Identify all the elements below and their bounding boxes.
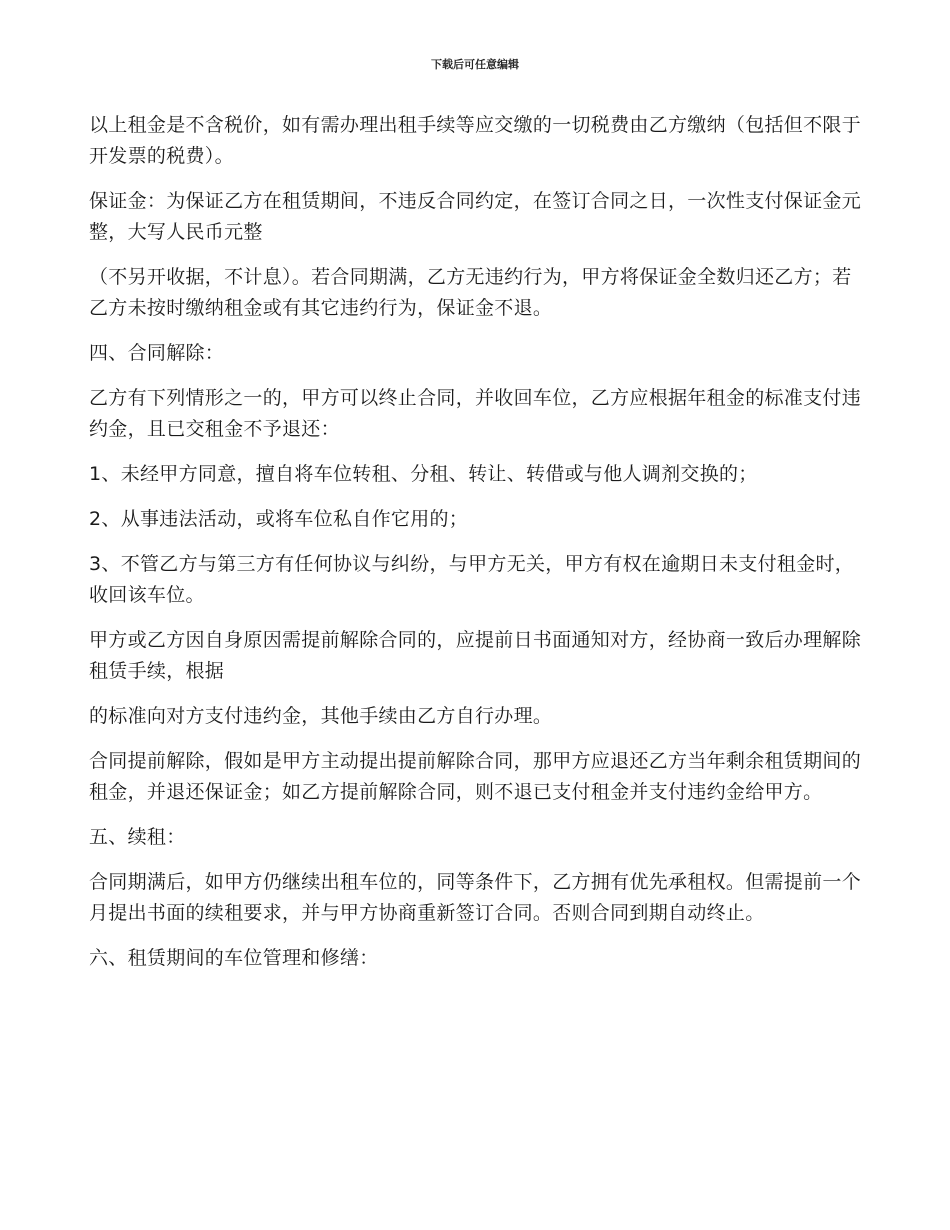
paragraph-renewal: 合同期满后，如甲方仍继续出租车位的，同等条件下，乙方拥有优先承租权。但需提前一个月提出书面的续租要求，并与甲方协商重新签订合同。否则合同到期自动终止。 <box>89 871 862 924</box>
paragraph-tax-clause: 以上租金是不含税价，如有需办理出租手续等应交缴的一切税费由乙方缴纳（包括但不限于开发票的税费）。 <box>89 114 862 167</box>
document-body <box>89 110 869 988</box>
paragraph-deposit: 保证金：为保证乙方在租赁期间，不违反合同约定，在签订合同之日，一次性支付保证金元整，大写人民币元整 <box>89 190 862 243</box>
paragraph-early-termination-cont: 的标准向对方支付违约金，其他手续由乙方自行办理。 <box>89 705 553 727</box>
paragraph-deposit-refund: （不另开收据，不计息）。若合同期满，乙方无违约行为，甲方将保证金全数归还乙方；若乙方未按时缴纳租金或有其它违约行为，保证金不退。 <box>89 266 852 319</box>
section-heading-renewal: 五、续租： <box>89 826 186 848</box>
list-item-2: 2、从事违法活动，或将车位私自作它用的； <box>89 508 469 530</box>
paragraph-early-termination-refund: 合同提前解除，假如是甲方主动提出提前解除合同，那甲方应退还乙方当年剩余租赁期间的租金，并退还保证金；如乙方提前解除合同，则不退已支付租金并支付违约金给甲方。 <box>89 750 862 803</box>
list-item-3: 3、不管乙方与第三方有任何协议与纠纷，与甲方无关，甲方有权在逾期日未支付租金时，收回该车位。 <box>89 553 855 606</box>
section-heading-termination: 四、合同解除： <box>89 342 225 364</box>
list-item-1: 1、未经甲方同意，擅自将车位转租、分租、转让、转借或与他人调剂交换的； <box>89 463 758 485</box>
paragraph-termination-conditions: 乙方有下列情形之一的，甲方可以终止合同，并收回车位，乙方应根据年租金的标准支付违约金，且已交租金不予退还： <box>89 387 862 440</box>
paragraph-early-termination: 甲方或乙方因自身原因需提前解除合同的，应提前日书面通知对方，经协商一致后办理解除租赁手续，根据 <box>89 629 862 682</box>
section-heading-management: 六、租赁期间的车位管理和修缮： <box>89 947 379 969</box>
page-header: 下载后可任意编辑 <box>431 58 519 71</box>
